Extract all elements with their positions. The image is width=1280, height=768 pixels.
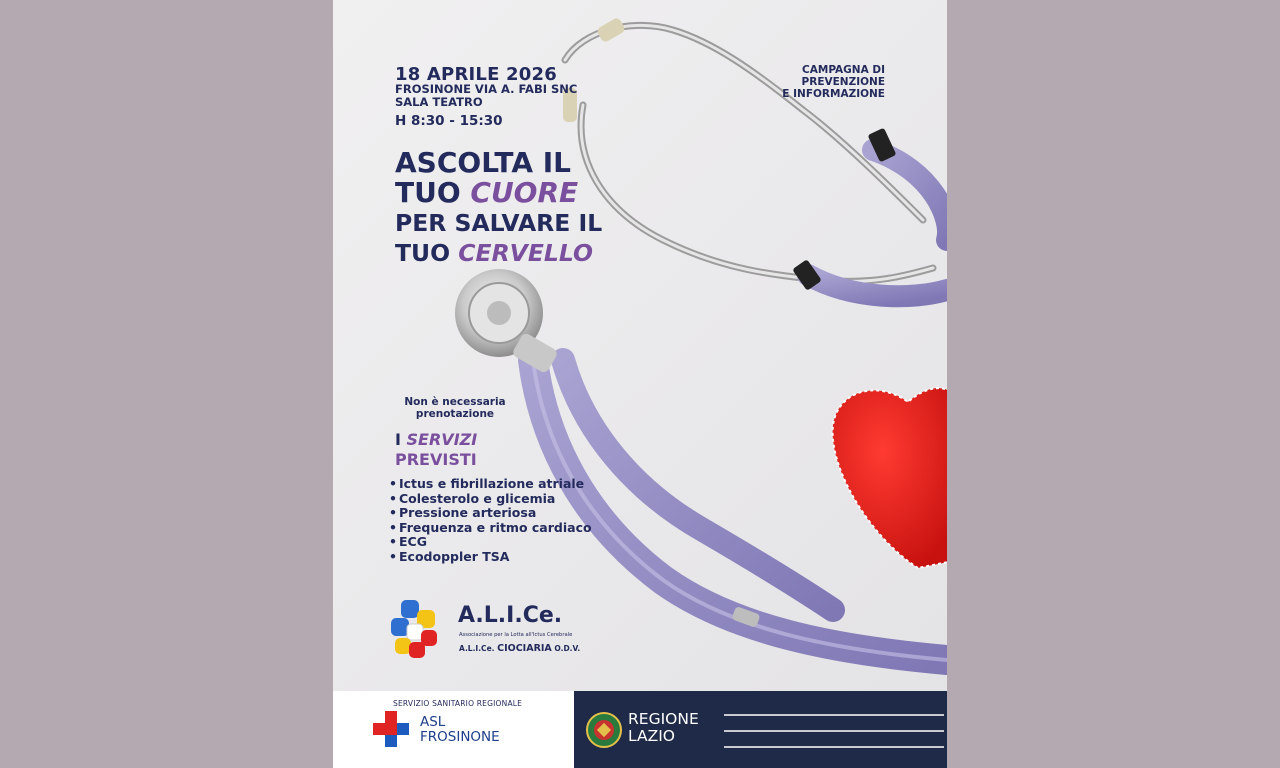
headline-cuore: CUORE xyxy=(470,176,579,209)
asl-line-2: FROSINONE xyxy=(420,729,500,745)
services-title-c: PREVISTI xyxy=(395,450,477,469)
services-title-b: SERVIZI xyxy=(406,430,478,449)
headline-line-3: PER SALVARE IL xyxy=(395,209,603,237)
services-list xyxy=(389,477,592,565)
regione-name xyxy=(628,711,699,745)
service-item-label: Ecodoppler TSA xyxy=(399,548,510,564)
asl-line-1: ASL xyxy=(420,714,446,730)
headline-line-4-a: TUO xyxy=(395,239,459,267)
campaign-line-1: CAMPAGNA DI xyxy=(802,64,885,76)
heart-icon xyxy=(833,388,947,568)
decorative-lines xyxy=(724,713,944,749)
regione-footer-panel xyxy=(574,691,947,768)
asl-footer-panel xyxy=(333,691,574,768)
headline-line-2 xyxy=(395,178,602,208)
booking-line-2: prenotazione xyxy=(415,408,495,420)
alice-branch-a: A.L.I.Ce. xyxy=(459,644,498,653)
headline-cervello: CERVELLO xyxy=(458,239,594,267)
service-item-label: Colesterolo e glicemia xyxy=(399,490,556,506)
event-poster xyxy=(333,0,947,768)
services-title-a: I xyxy=(395,430,407,449)
campaign-line-2: PREVENZIONE xyxy=(801,76,885,88)
booking-note xyxy=(395,396,515,420)
alice-name: A.L.I.Ce. xyxy=(458,603,563,628)
service-item: • Ecodoppler TSA xyxy=(389,548,510,564)
service-item: • ECG xyxy=(389,534,427,550)
headline-line-4 xyxy=(395,238,602,268)
headline xyxy=(395,148,602,268)
regione-lazio-emblem-icon xyxy=(586,712,622,748)
event-location xyxy=(395,83,577,109)
service-item-label: Frequenza e ritmo cardiaco xyxy=(399,519,592,535)
campaign-label xyxy=(755,64,885,100)
alice-subtitle: Associazione per la Lotta all'Ictus Cerebrale xyxy=(459,632,573,638)
headline-line-1: ASCOLTA IL xyxy=(395,146,571,179)
services-title xyxy=(395,430,477,470)
event-address: FROSINONE VIA A. FABI SNC xyxy=(395,82,578,96)
regione-line-1: REGIONE xyxy=(628,710,699,728)
service-item: • Ictus e fibrillazione atriale xyxy=(389,476,585,491)
event-venue: SALA TEATRO xyxy=(395,95,483,109)
event-hours: H 8:30 - 15:30 xyxy=(395,113,503,129)
service-item: • Colesterolo e glicemia xyxy=(389,490,556,506)
alice-branch-b: CIOCIARIA xyxy=(497,643,552,654)
alice-branch xyxy=(459,643,580,654)
asl-name xyxy=(420,715,500,745)
alice-branch-c: O.D.V. xyxy=(551,644,581,653)
ssr-label: SERVIZIO SANITARIO REGIONALE xyxy=(393,699,523,708)
service-item-label: ECG xyxy=(399,534,427,550)
campaign-line-3: E INFORMAZIONE xyxy=(782,88,885,100)
service-item: • Frequenza e ritmo cardiaco xyxy=(389,519,592,535)
footer xyxy=(333,691,947,768)
headline-line-2-a: TUO xyxy=(395,176,471,209)
service-item-label: Pressione arteriosa xyxy=(399,505,537,521)
event-date: 18 APRILE 2026 xyxy=(395,64,557,85)
service-item: • Pressione arteriosa xyxy=(389,505,537,521)
regione-line-2: LAZIO xyxy=(628,727,675,745)
service-item-label: Ictus e fibrillazione atriale xyxy=(399,476,585,491)
asl-cross-logo-icon xyxy=(373,711,409,747)
alice-puzzle-logo-icon xyxy=(387,598,441,660)
booking-line-1: Non è necessaria xyxy=(404,396,506,408)
